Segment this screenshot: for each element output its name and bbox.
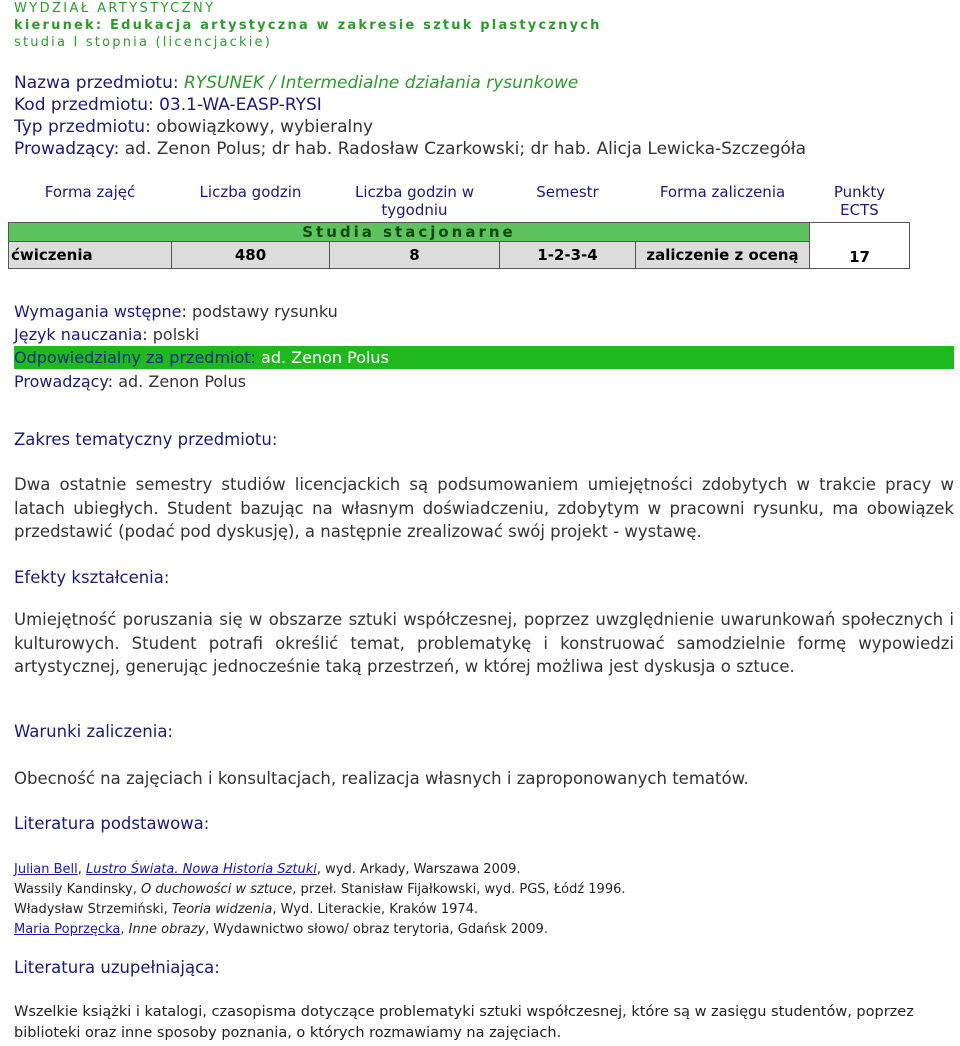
book-title: Inne obrazy — [128, 922, 206, 937]
literature-heading: Literatura podstawowa: — [14, 814, 210, 833]
header-semester: Semestr — [536, 183, 599, 201]
course-name-label: Nazwa przedmiotu: — [14, 73, 179, 93]
course-code-label: Kod przedmiotu: — [14, 95, 154, 115]
responsible-value: ad. Zenon Polus — [261, 348, 389, 367]
header-assessment: Forma zaliczenia — [659, 183, 786, 201]
table-band-row — [9, 223, 910, 242]
list-item — [14, 920, 626, 940]
faculty-name: WYDZIAŁ ARTYSTYCZNY — [14, 1, 216, 16]
header-hours: Liczba godzin — [199, 183, 302, 201]
conditions-text: Obecność na zajęciach i konsultacjach, realizacja własnych i zaproponowanych tematów. — [14, 769, 749, 788]
conditions-heading: Warunki zaliczenia: — [14, 722, 173, 741]
separator: , — [120, 922, 129, 937]
header-form: Forma zajęć — [44, 183, 136, 201]
lead-label: Prowadzący: — [14, 372, 114, 391]
study-level: studia I stopnia (licencjackie) — [14, 35, 273, 50]
row-assessment: zaliczenie z oceną — [636, 242, 810, 269]
scope-heading: Zakres tematyczny przedmiotu: — [14, 430, 278, 449]
list-item — [14, 860, 626, 880]
list-item — [14, 900, 626, 920]
language-line — [14, 323, 199, 346]
ects-value: 17 — [849, 248, 870, 266]
author: Wassily Kandinsky — [14, 882, 133, 897]
ects-cell — [810, 223, 910, 269]
lecturers-label: Prowadzący: — [14, 139, 120, 159]
scope-text: Dwa ostatnie semestry studiów licencjackich są podsumowaniem umiejętności zdobytych w trakcie pracy w latach ubiegłych. Student bazując na własnym doświadczeniu, zdobytym w pracowni rysunku, ma obowiązek przedstawić (podać pod dyskusję), a następnie zrealizować swój projekt - wystawę. — [14, 475, 954, 541]
header-ects: Punkty ECTS — [833, 183, 886, 219]
responsible-label: Odpowiedzialny za przedmiot: — [14, 348, 256, 367]
separator: , — [77, 862, 87, 877]
language-label: Język nauczania: — [14, 325, 148, 344]
prereq-value: podstawy rysunku — [192, 302, 338, 321]
book-title: Teoria widzenia — [171, 902, 273, 917]
publication-details: , Wydawnictwo słowo/ obraz terytoria, Gdańsk 2009. — [205, 922, 548, 937]
row-form: ćwiczenia — [9, 242, 172, 269]
responsible-bar — [14, 346, 954, 369]
course-code-line — [14, 94, 806, 116]
course-name-value: RYSUNEK / Intermedialne działania rysunkowe — [184, 73, 579, 93]
prereq-label: Wymagania wstępne: — [14, 302, 187, 321]
course-type-value: obowiązkowy, wybieralny — [156, 117, 374, 137]
lead-line — [14, 370, 246, 393]
course-name-line — [14, 72, 806, 94]
publication-details: , Wyd. Literackie, Kraków 1974. — [272, 902, 479, 917]
header-weekly-hours: Liczba godzin w tygodniu — [355, 183, 474, 219]
literature-list — [14, 860, 626, 940]
lecturers-line — [14, 138, 806, 160]
course-type-label: Typ przedmiotu: — [14, 117, 151, 137]
course-table — [8, 180, 910, 269]
outcomes-text: Umiejętność poruszania się w obszarze sztuki współczesnej, poprzez uwzględnienie uwarunkowań społecznych i kulturowych. Student potrafi określić temat, problematykę i konstruować samodzielnie formę wypowiedzi artystycznej, generując jednocześnie taką przestrzeń, w której możliwa jest dyskusja o sztuce. — [14, 610, 954, 676]
publication-details: , przeł. Stanisław Fijałkowski, wyd. PGS, Łódź 1996. — [292, 882, 626, 897]
lead-value: ad. Zenon Polus — [118, 372, 247, 391]
outcomes-heading: Efekty kształcenia: — [14, 568, 170, 587]
lecturers-value: ad. Zenon Polus; dr hab. Radosław Czarkowski; dr hab. Alicja Lewicka-Szczegóła — [124, 139, 807, 159]
publication-details: , wyd. Arkady, Warszawa 2009. — [316, 862, 521, 877]
row-semester: 1-2-3-4 — [500, 242, 636, 269]
table-header-row — [9, 180, 910, 223]
course-type-line — [14, 116, 806, 138]
supplementary-text: Wszelkie książki i katalogi, czasopisma dotyczące problematyki sztuki współczesnej, które są w zasięgu studentów, poprzez biblioteki oraz inne sposoby poznania, o których rozmawiamy na zajęciach. — [14, 1004, 914, 1041]
supplementary-heading: Literatura uzupełniająca: — [14, 958, 220, 977]
course-info — [14, 72, 806, 160]
language-value: polski — [152, 325, 200, 344]
course-code-value: 03.1-WA-EASP-RYSI — [159, 95, 322, 115]
separator: , — [132, 882, 141, 897]
prereq-line — [14, 300, 338, 323]
table-row — [9, 242, 910, 269]
list-item — [14, 880, 626, 900]
separator: , — [163, 902, 172, 917]
author-link[interactable]: Julian Bell — [14, 862, 78, 877]
row-weekly-hours: 8 — [330, 242, 500, 269]
book-title: O duchowości w sztuce — [141, 882, 293, 897]
row-hours: 480 — [172, 242, 330, 269]
study-mode-band: Studia stacjonarne — [9, 223, 810, 242]
title-link[interactable]: Lustro Świata. Nowa Historia Sztuki — [86, 862, 317, 877]
field-of-study: kierunek: Edukacja artystyczna w zakresie sztuk plastycznych — [14, 18, 602, 33]
document-header — [14, 0, 602, 51]
author-link[interactable]: Maria Poprzęcka — [14, 922, 121, 937]
author: Władysław Strzemiński — [14, 902, 164, 917]
